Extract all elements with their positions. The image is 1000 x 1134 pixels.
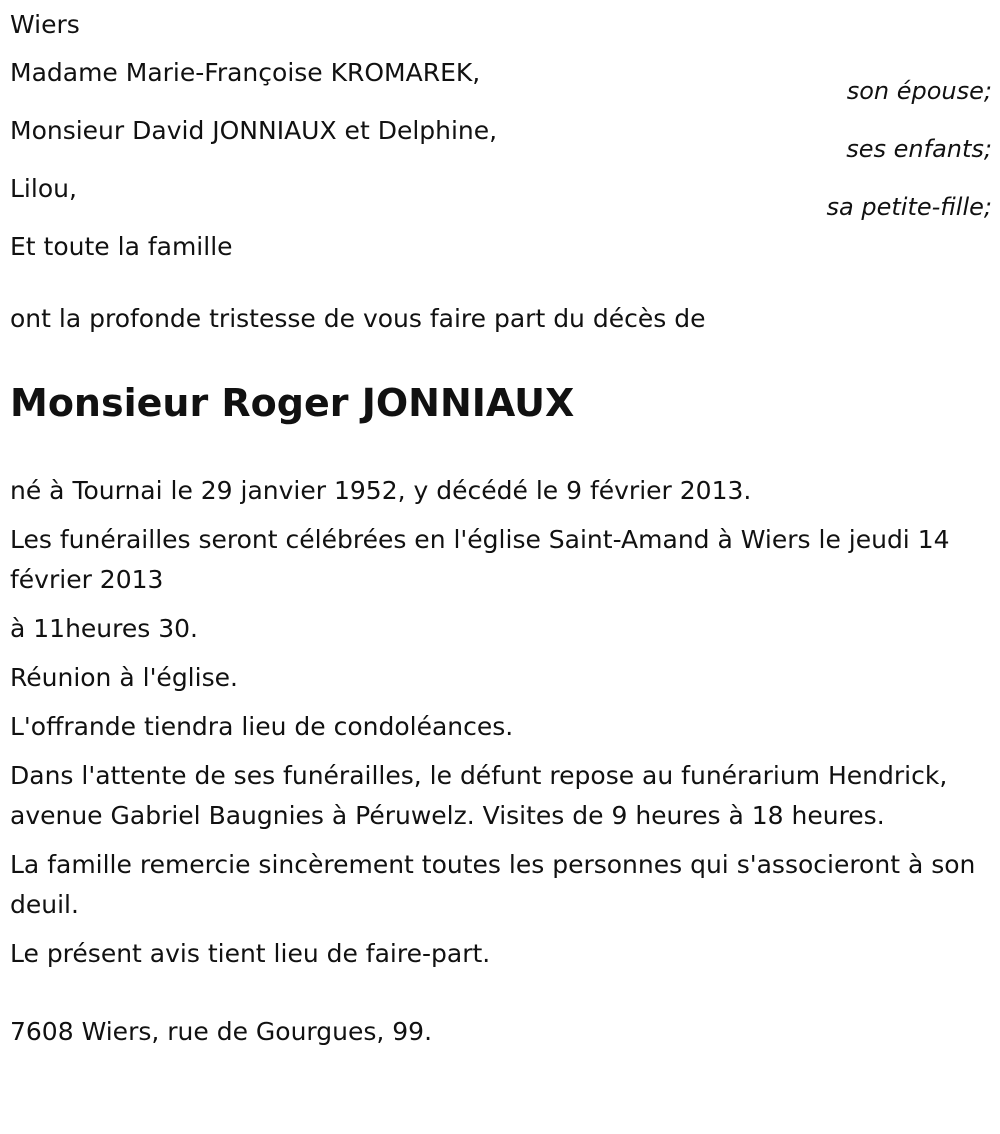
details-paragraph: né à Tournai le 29 janvier 1952, y décédé le 9 février 2013. — [10, 476, 752, 505]
family-entry — [10, 169, 992, 219]
family-member-relation: sa petite-fille; — [826, 193, 992, 221]
details-paragraph: Dans l'attente de ses funérailles, le défunt repose au funérarium Hendrick, avenue Gabriel Baugnies à Péruwelz. Visites de 9 heures à 18 heures. — [10, 761, 948, 830]
family-entry — [10, 53, 992, 103]
family-entry — [10, 111, 992, 161]
family-member-relation: son épouse; — [846, 77, 992, 105]
family-closing: Et toute la famille — [10, 232, 233, 261]
family-member-relation: ses enfants; — [846, 135, 992, 163]
family-list — [10, 53, 992, 267]
details-paragraph: Réunion à l'église. — [10, 663, 238, 692]
details-paragraph: La famille remercie sincèrement toutes les personnes qui s'associeront à son deuil. — [10, 850, 976, 919]
details-section — [10, 471, 992, 974]
obituary-notice — [10, 0, 992, 1052]
details-paragraph: Les funérailles seront célébrées en l'église Saint-Amand à Wiers le jeudi 14 février 2013 — [10, 525, 950, 594]
details-paragraph: Le présent avis tient lieu de faire-part. — [10, 939, 491, 968]
family-address: 7608 Wiers, rue de Gourgues, 99. — [10, 1017, 433, 1046]
deceased-name: Monsieur Roger JONNIAUX — [10, 381, 575, 425]
family-member-name: Lilou, — [10, 174, 77, 203]
spacer — [10, 267, 992, 299]
details-paragraph: L'offrande tiendra lieu de condoléances. — [10, 712, 514, 741]
family-member-name: Monsieur David JONNIAUX et Delphine, — [10, 116, 498, 145]
place-heading: Wiers — [10, 10, 80, 39]
announcement-text: ont la profonde tristesse de vous faire part du décès de — [10, 304, 706, 333]
details-paragraph: à 11heures 30. — [10, 614, 198, 643]
family-member-name: Madame Marie-Françoise KROMAREK, — [10, 58, 481, 87]
